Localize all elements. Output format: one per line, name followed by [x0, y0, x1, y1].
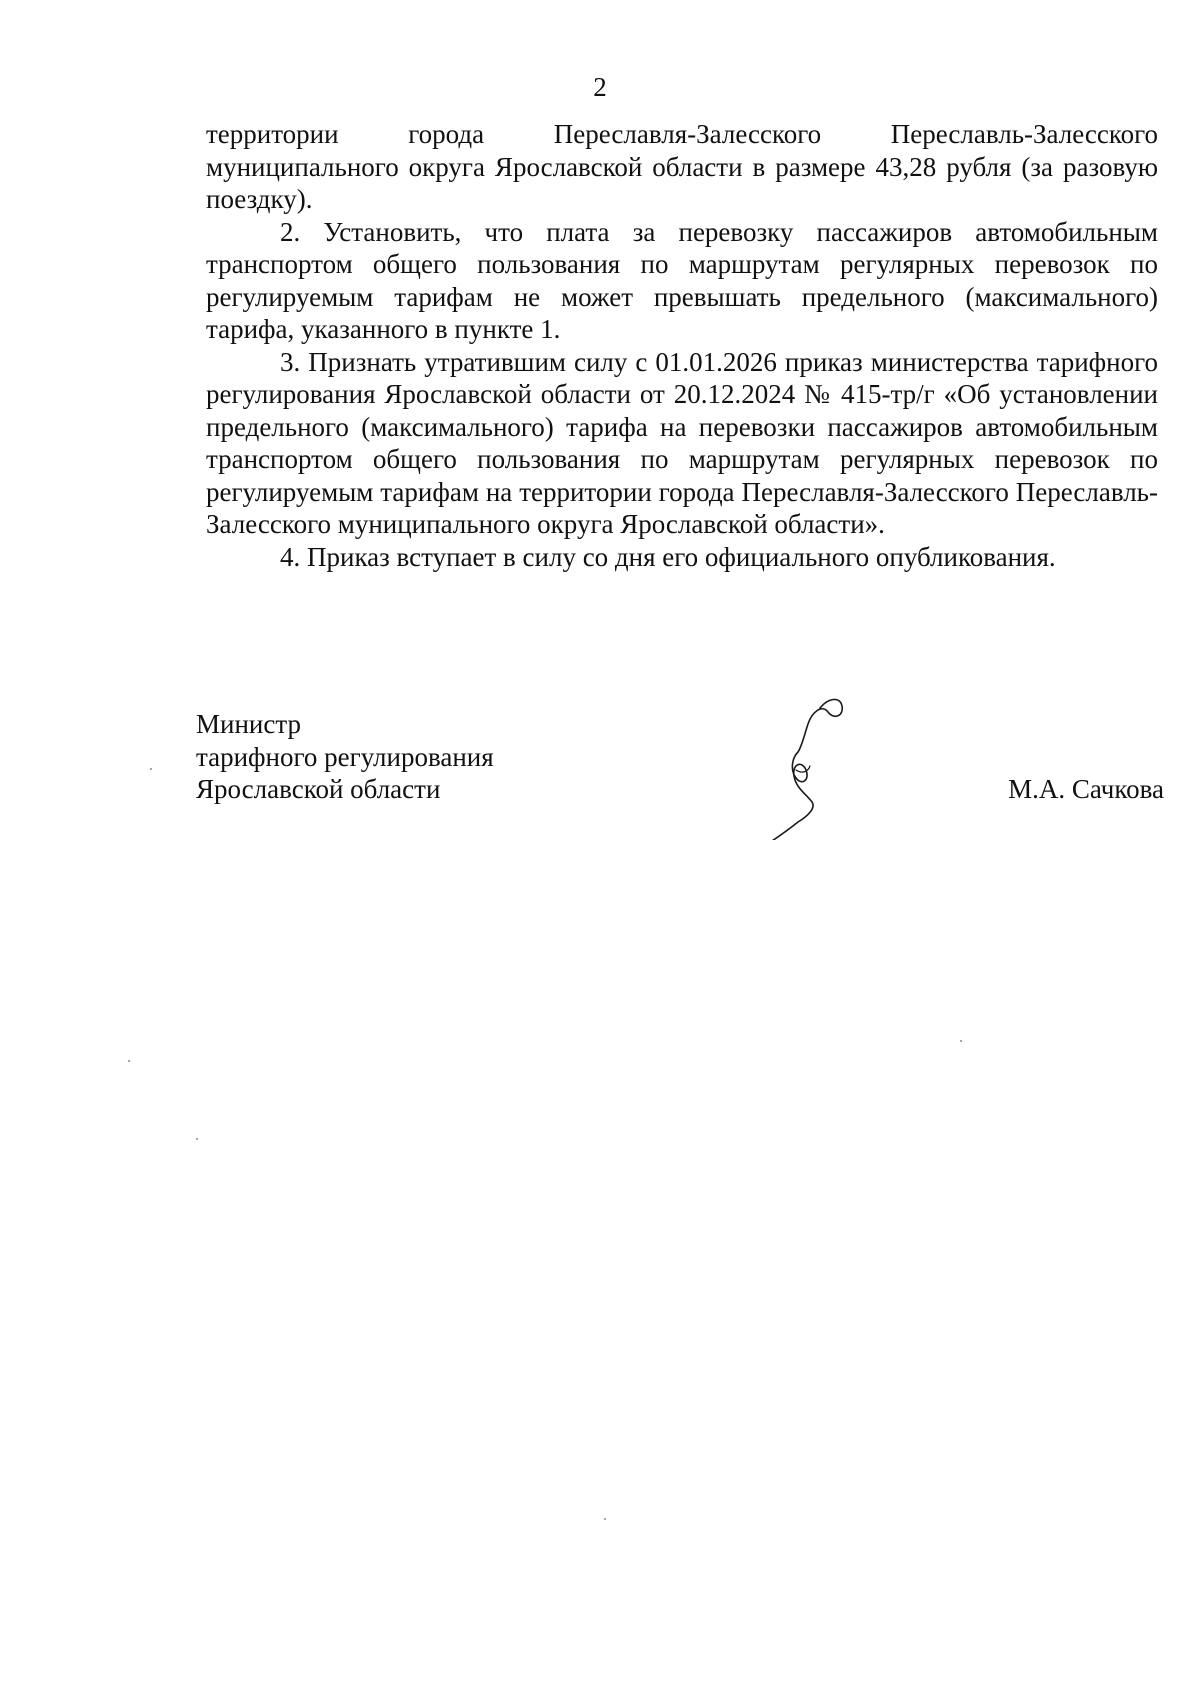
- signatory-name: М.А. Сачкова: [1008, 774, 1164, 804]
- handwritten-signature: [750, 690, 860, 840]
- signatory-position: [196, 708, 494, 806]
- position-line-3: Ярославской области: [196, 774, 441, 804]
- scan-speck: [150, 768, 152, 770]
- position-line-2: тарифного регулирования: [196, 741, 494, 772]
- page-number: 2: [593, 72, 607, 102]
- scan-speck: [196, 1138, 198, 1140]
- paragraph-2: 2. Установить, что плата за перевозку пассажиров автомобильным транспортом общего пользования по маршрутам регулярных перевозок по регулируемым тарифам не может превышать предельного (максимального) тарифа, указанного в пункте 1.: [206, 216, 1158, 344]
- paragraph-continuation: территории города Переславля-Залесского Переславль-Залесского муниципального округа Ярославской области в размере 43,28 рубля (за разовую поездку).: [206, 119, 1158, 214]
- scan-speck: [128, 1060, 130, 1062]
- paragraph-3: 3. Признать утратившим силу с 01.01.2026 приказ министерства тарифного регулирования Ярославской области от 20.12.2024 № 415-тр/г «Об установлении предельного (максимального) тарифа на перевозки пассажиров автомобильным транспортом общего пользования по маршрутам регулярных перевозок по регулируемым тарифам на территории города Переславля-Залесского Переславль-Залесского муниципального округа Ярославской области».: [206, 346, 1158, 539]
- scan-speck: [960, 1040, 962, 1042]
- position-line-1: Министр: [196, 709, 301, 739]
- paragraph-4: 4. Приказ вступает в силу со дня его официального опубликования.: [280, 541, 1056, 572]
- scan-speck: [604, 1518, 606, 1520]
- document-body: [206, 118, 1158, 573]
